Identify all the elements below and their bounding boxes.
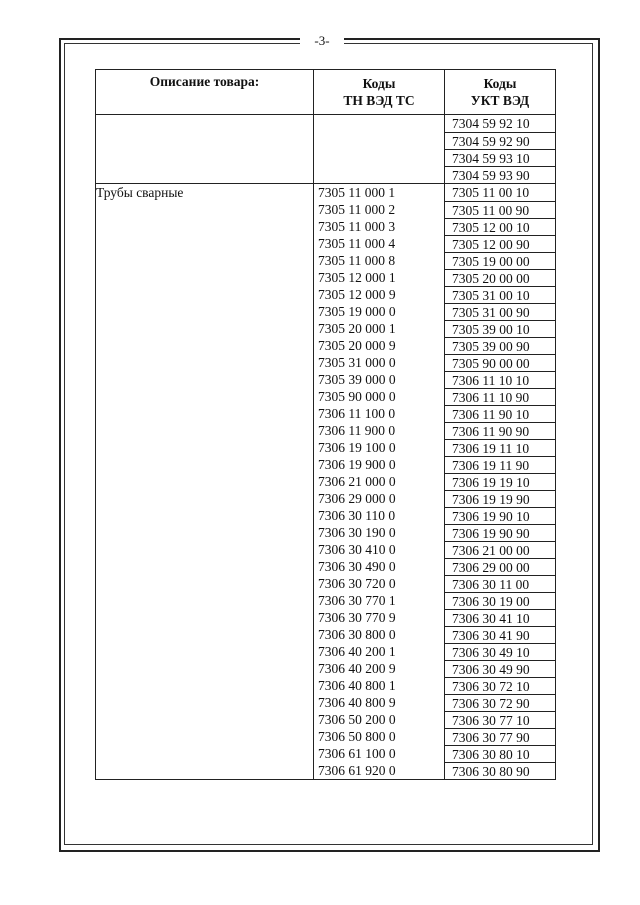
tn-ved-code: 7305 11 000 3 — [318, 219, 396, 234]
ukt-ved-code: 7306 11 90 90 — [445, 422, 555, 439]
table-row — [96, 184, 556, 780]
tn-ved-code: 7306 30 770 1 — [318, 593, 396, 608]
ukt-ved-code: 7305 39 00 10 — [445, 320, 555, 337]
ukt-ved-code: 7305 12 00 10 — [445, 218, 555, 235]
tn-ved-code: 7306 50 800 0 — [318, 729, 396, 744]
tn-ved-code: 7305 20 000 1 — [318, 321, 396, 336]
ukt-ved-code: 7306 19 90 90 — [445, 524, 555, 541]
ukt-ved-code: 7306 30 77 10 — [445, 711, 555, 728]
tn-ved-code: 7306 61 920 0 — [318, 763, 396, 778]
tn-ved-code: 7306 40 200 1 — [318, 644, 396, 659]
ukt-ved-code: 7305 90 00 00 — [445, 354, 555, 371]
ukt-ved-codes-cell — [445, 115, 556, 184]
description-cell — [96, 115, 314, 184]
header-tn-ved-line2: ТН ВЭД ТС — [343, 93, 415, 108]
ukt-ved-code: 7305 31 00 90 — [445, 303, 555, 320]
tn-ved-code: 7306 30 800 0 — [318, 627, 396, 642]
header-ukt-ved — [445, 70, 556, 115]
ukt-ved-code: 7305 19 00 00 — [445, 252, 555, 269]
ukt-ved-code: 7306 30 11 00 — [445, 575, 555, 592]
ukt-ved-code: 7306 19 11 10 — [445, 439, 555, 456]
tn-ved-codes-cell — [314, 115, 445, 184]
tn-ved-code: 7305 11 000 4 — [318, 236, 396, 251]
ukt-ved-code: 7306 11 10 90 — [445, 388, 555, 405]
ukt-ved-code: 7306 30 41 10 — [445, 609, 555, 626]
tn-ved-code: 7305 12 000 9 — [318, 287, 396, 302]
tn-ved-codes-cell — [314, 184, 445, 780]
ukt-ved-code: 7306 30 80 90 — [445, 762, 555, 779]
tn-ved-code: 7306 61 100 0 — [318, 746, 396, 761]
header-description — [96, 70, 314, 115]
tn-ved-code: 7306 40 200 9 — [318, 661, 396, 676]
ukt-ved-code: 7305 20 00 00 — [445, 269, 555, 286]
tn-ved-code: 7306 30 110 0 — [318, 508, 396, 523]
page-number: -3- — [300, 33, 344, 49]
ukt-ved-code: 7306 11 90 10 — [445, 405, 555, 422]
tn-ved-code: 7305 31 000 0 — [318, 355, 396, 370]
header-description-label: Описание товара: — [149, 74, 260, 89]
tn-ved-code: 7306 50 200 0 — [318, 712, 396, 727]
ukt-ved-code: 7306 30 80 10 — [445, 745, 555, 762]
tn-ved-code: 7305 19 000 0 — [318, 304, 396, 319]
header-tn-ved — [314, 70, 445, 115]
ukt-ved-code: 7306 30 72 10 — [445, 677, 555, 694]
ukt-ved-code: 7305 11 00 90 — [445, 201, 555, 218]
ukt-ved-code: 7305 12 00 90 — [445, 235, 555, 252]
tn-ved-code: 7306 30 190 0 — [318, 525, 396, 540]
ukt-ved-code: 7306 19 19 10 — [445, 473, 555, 490]
table-row — [96, 115, 556, 184]
ukt-ved-code: 7306 30 19 00 — [445, 592, 555, 609]
ukt-ved-code: 7305 31 00 10 — [445, 286, 555, 303]
tn-ved-code: 7305 12 000 1 — [318, 270, 396, 285]
ukt-ved-code: 7304 59 92 10 — [452, 116, 530, 131]
header-tn-ved-line1: Коды — [362, 76, 396, 91]
tn-ved-code: 7306 11 900 0 — [318, 423, 396, 438]
codes-table — [95, 69, 556, 780]
ukt-ved-codes-cell — [445, 184, 556, 780]
tn-ved-code: 7305 11 000 8 — [318, 253, 396, 268]
description-cell: Трубы сварные — [96, 184, 314, 780]
header-ukt-ved-line1: Коды — [483, 76, 517, 91]
tn-ved-code: 7305 39 000 0 — [318, 372, 396, 387]
tn-ved-code: 7306 29 000 0 — [318, 491, 396, 506]
table-header-row — [96, 70, 556, 115]
header-ukt-ved-line2: УКТ ВЭД — [470, 93, 530, 108]
ukt-ved-code: 7306 11 10 10 — [445, 371, 555, 388]
tn-ved-code: 7305 20 000 9 — [318, 338, 396, 353]
tn-ved-code: 7306 40 800 9 — [318, 695, 396, 710]
ukt-ved-code: 7306 19 90 10 — [445, 507, 555, 524]
tn-ved-code: 7306 21 000 0 — [318, 474, 396, 489]
ukt-ved-code: 7304 59 93 10 — [445, 149, 555, 166]
ukt-ved-code: 7305 11 00 10 — [452, 185, 530, 200]
tn-ved-code: 7306 30 770 9 — [318, 610, 396, 625]
ukt-ved-code: 7306 29 00 00 — [445, 558, 555, 575]
ukt-ved-code: 7304 59 92 90 — [445, 132, 555, 149]
tn-ved-code: 7306 11 100 0 — [318, 406, 396, 421]
ukt-ved-code: 7306 19 11 90 — [445, 456, 555, 473]
ukt-ved-code: 7306 19 19 90 — [445, 490, 555, 507]
tn-ved-code: 7306 19 900 0 — [318, 457, 396, 472]
ukt-ved-code: 7304 59 93 90 — [445, 166, 555, 183]
tn-ved-code: 7305 90 000 0 — [318, 389, 396, 404]
ukt-ved-code: 7306 30 49 10 — [445, 643, 555, 660]
ukt-ved-code: 7306 30 72 90 — [445, 694, 555, 711]
tn-ved-code: 7306 30 490 0 — [318, 559, 396, 574]
ukt-ved-code: 7306 30 77 90 — [445, 728, 555, 745]
tn-ved-code: 7305 11 000 1 — [318, 185, 396, 200]
ukt-ved-code: 7306 21 00 00 — [445, 541, 555, 558]
ukt-ved-code: 7305 39 00 90 — [445, 337, 555, 354]
tn-ved-code: 7306 30 720 0 — [318, 576, 396, 591]
tn-ved-code: 7306 30 410 0 — [318, 542, 396, 557]
ukt-ved-code: 7306 30 41 90 — [445, 626, 555, 643]
ukt-ved-code: 7306 30 49 90 — [445, 660, 555, 677]
tn-ved-code: 7306 40 800 1 — [318, 678, 396, 693]
tn-ved-code: 7306 19 100 0 — [318, 440, 396, 455]
tn-ved-code: 7305 11 000 2 — [318, 202, 396, 217]
